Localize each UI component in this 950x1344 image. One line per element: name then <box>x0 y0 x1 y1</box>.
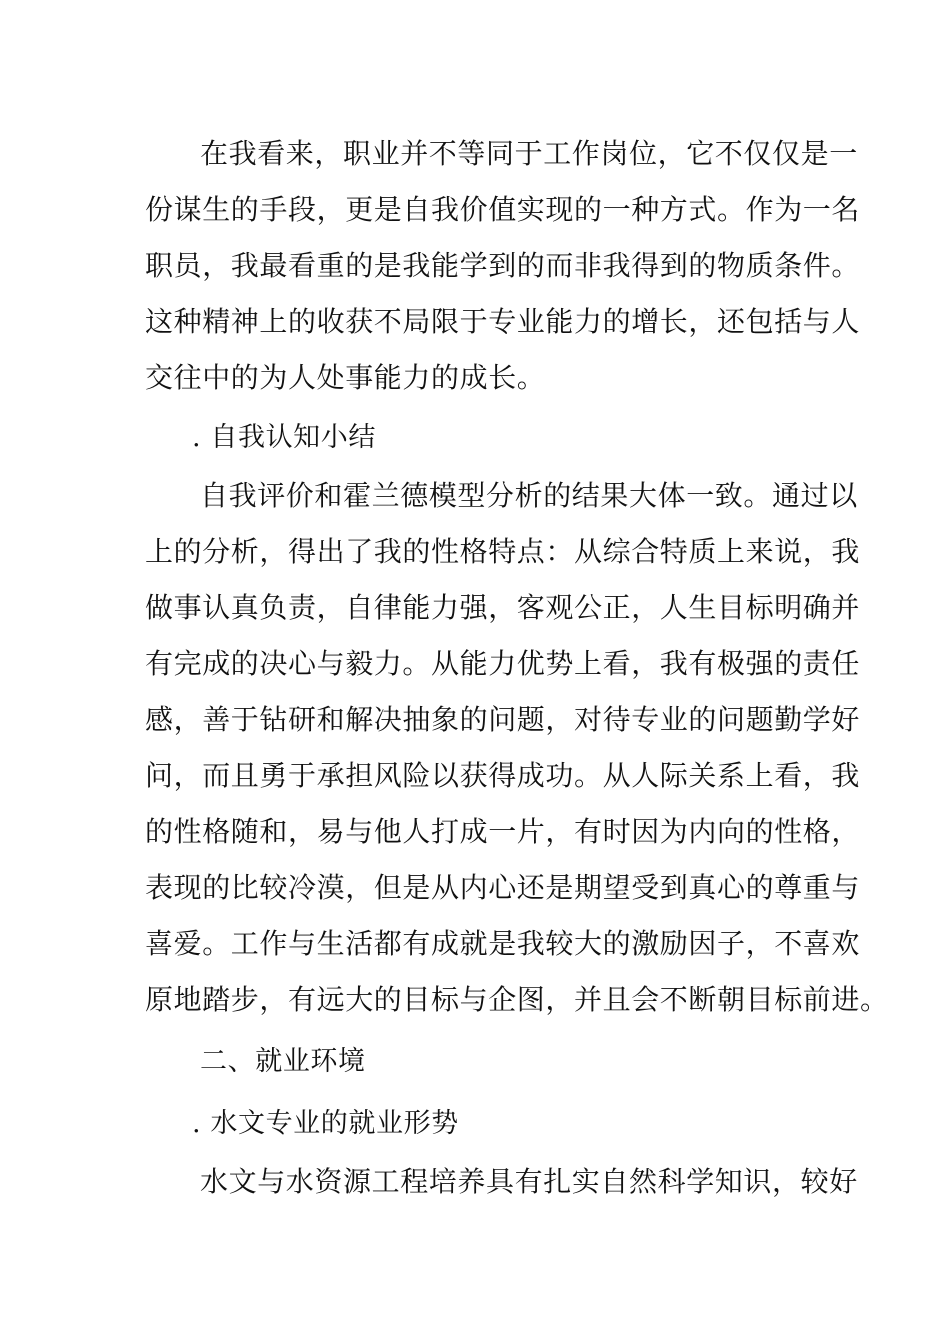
paragraph-line: 交往中的为人处事能力的成长。 <box>145 361 546 394</box>
paragraph-line: 这种精神上的收获不局限于专业能力的增长，还包括与人 <box>145 305 861 338</box>
chapter-heading: 二、就业环境 <box>200 1046 366 1077</box>
section-heading: . 水文专业的就业形势 <box>192 1108 459 1139</box>
paragraph-line: 喜爱。工作与生活都有成就是我较大的激励因子，不喜欢 <box>145 927 861 960</box>
paragraph-line: 感，善于钻研和解决抽象的问题，对待专业的问题勤学好 <box>145 703 861 736</box>
paragraph-line: 在我看来，职业并不等同于工作岗位，它不仅仅是一 <box>200 137 858 170</box>
paragraph-line: 的性格随和，易与他人打成一片，有时因为内向的性格， <box>145 815 861 848</box>
paragraph-line: 表现的比较冷漠，但是从内心还是期望受到真心的尊重与 <box>145 871 861 904</box>
paragraph-line: 职员，我最看重的是我能学到的而非我得到的物质条件。 <box>145 249 861 282</box>
paragraph-line: 份谋生的手段，更是自我价值实现的一种方式。作为一名 <box>145 193 861 226</box>
paragraph-line: 上的分析，得出了我的性格特点：从综合特质上来说，我 <box>145 535 861 568</box>
section-heading: . 自我认知小结 <box>192 422 376 453</box>
paragraph-line: 水文与水资源工程培养具有扎实自然科学知识，较好 <box>200 1165 858 1198</box>
paragraph-line: 问，而且勇于承担风险以获得成功。从人际关系上看，我 <box>145 759 861 792</box>
paragraph-line: 原地踏步，有远大的目标与企图，并且会不断朝目标前进。 <box>145 983 889 1016</box>
paragraph-line: 自我评价和霍兰德模型分析的结果大体一致。通过以 <box>200 479 858 512</box>
paragraph-line: 有完成的决心与毅力。从能力优势上看，我有极强的责任 <box>145 647 861 680</box>
paragraph-line: 做事认真负责，自律能力强，客观公正，人生目标明确并 <box>145 591 861 624</box>
